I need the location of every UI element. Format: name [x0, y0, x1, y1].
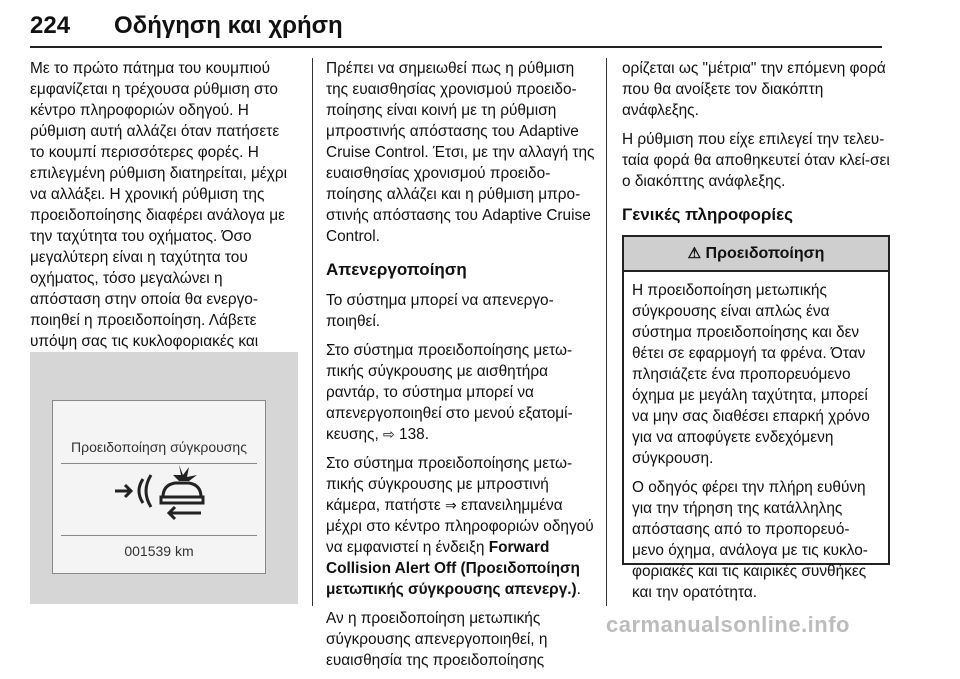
- column-divider: [312, 58, 313, 606]
- screen-title: Προειδοποίηση σύγκρουσης: [71, 439, 247, 455]
- column-2: [326, 58, 596, 679]
- paragraph: Η ρύθμιση που είχε επιλεγεί την τελευ-ταία φορά θα αποθηκευτεί όταν κλεί-σει ο διακόπτης ανάφλεξης.: [622, 131, 890, 190]
- paragraph: [326, 453, 596, 600]
- paragraph: Το σύστημα μπορεί να απενεργο-ποιηθεί.: [326, 292, 554, 330]
- page-number: 224: [30, 12, 71, 39]
- collision-alert-icon: [109, 463, 209, 527]
- paragraph: [326, 340, 596, 445]
- warning-box: [622, 235, 890, 601]
- page-title: Οδήγηση και χρήση: [114, 12, 343, 39]
- column-divider: [606, 58, 607, 606]
- paragraph-text: Στο σύστημα προειδοποίησης μετω-πικής σύγκρουσης με αισθητήρα ραντάρ, το σύστημα μπορεί να απενεργοποιηθεί στο μενού εξατομί-κευσης,: [326, 342, 573, 443]
- section-heading: Γενικές πληροφορίες: [622, 205, 793, 224]
- watermark: carmanualsonline.info: [606, 612, 850, 637]
- screen-divider: [61, 535, 257, 536]
- warning-box-header: [624, 237, 888, 272]
- odometer-readout: 001539 km: [124, 543, 194, 559]
- column-3: [622, 58, 890, 601]
- paragraph: Πρέπει να σημειωθεί πως η ρύθμιση της ευαισθησίας χρονισμού προειδο-ποίησης είναι κοινή με τη ρύθμιση μπροστινής απόστασης του Adaptive Cruise Control. Έτσι, με την αλλαγή της ευαισθησίας χρονισμού προειδο-ποίησης αλλάζει και η ρύθμιση μπρο-στινής απόστασης του Adaptive Cruise Control.: [326, 60, 595, 245]
- warning-paragraph: Η προειδοποίηση μετωπικής σύγκρουσης είναι απλώς ένα σύστημα προειδοποίησης και δεν θέτει σε εφαρμογή τα φρένα. Όταν πλησιάζετε ένα προπορευόμενο όχημα με μεγάλη ταχύτητα, μπορεί να μην σας διαθέσει επαρκή χρόνο για να αποφύγετε ενδεχόμενη σύγκρουση.: [632, 282, 870, 467]
- paragraph: Με το πρώτο πάτημα του κουμπιού εμφανίζεται η τρέχουσα ρύθμιση στο κέντρο πληροφοριών οδηγού. Η ρύθμιση αυτή αλλάζει όταν πατήσετε το κουμπί περισσότερες φορές. Η επιλεγμένη ρύθμιση διατηρείται, μέχρι να αλλάξει. Η χρονική ρύθμιση της προειδοποίησης διαφέρει ανάλογα με την ταχύτητα του οχήματος. Όσο μεγαλύτερη είναι η ταχύτητα του οχήματος, τόσο μεγαλώνει η απόσταση στην οποία θα ενεργο-ποιηθεί η προειδοποίηση. Λάβετε υπόψη σας τις κυκλοφοριακές και: [30, 60, 288, 350]
- section-heading: Απενεργοποίηση: [326, 260, 467, 279]
- paragraph: Αν η προειδοποίηση μετωπικής σύγκρουσης απενεργοποιηθεί, η ευαισθησία της προειδοποίησης: [326, 610, 548, 669]
- warning-box-body: [624, 272, 888, 603]
- display-message: Forward Collision Alert Off (Προειδοποίηση μετωπικής σύγκρουσης απενεργ.): [326, 539, 580, 598]
- driver-info-screen: [52, 400, 266, 574]
- instrument-display-figure: [30, 352, 298, 604]
- paragraph-text: Στο σύστημα προειδοποίησης μετω-πικής σύγκρουσης με μπροστινή κάμερα, πατήστε: [326, 455, 573, 514]
- warning-triangle-icon: ⚠: [687, 245, 702, 262]
- warning-title: Προειδοποίηση: [705, 245, 825, 262]
- paragraph-text: επανειλημμένα μέχρι στο κέντρο πληροφοριών οδηγού να εμφανιστεί η ένδειξη: [326, 497, 594, 556]
- paragraph: ορίζεται ως "μέτρια" την επόμενη φορά που θα ανοίξετε τον διακόπτη ανάφλεξης.: [622, 60, 886, 119]
- warning-paragraph: Ο οδηγός φέρει την πλήρη ευθύνη για την τήρηση της κατάλληλης απόστασης από το προπορευό-μενο όχημα, ανάλογα με τις κυκλο-φοριακές και τις καιρικές συνθήκες και την ορατότητα.: [632, 479, 868, 601]
- page-reference: 138.: [399, 426, 429, 443]
- page-reference-icon: ⇨: [383, 426, 395, 442]
- page-header: [30, 8, 882, 48]
- paragraph-text: .: [576, 581, 581, 598]
- collision-alert-button-icon: ⇒: [445, 497, 457, 513]
